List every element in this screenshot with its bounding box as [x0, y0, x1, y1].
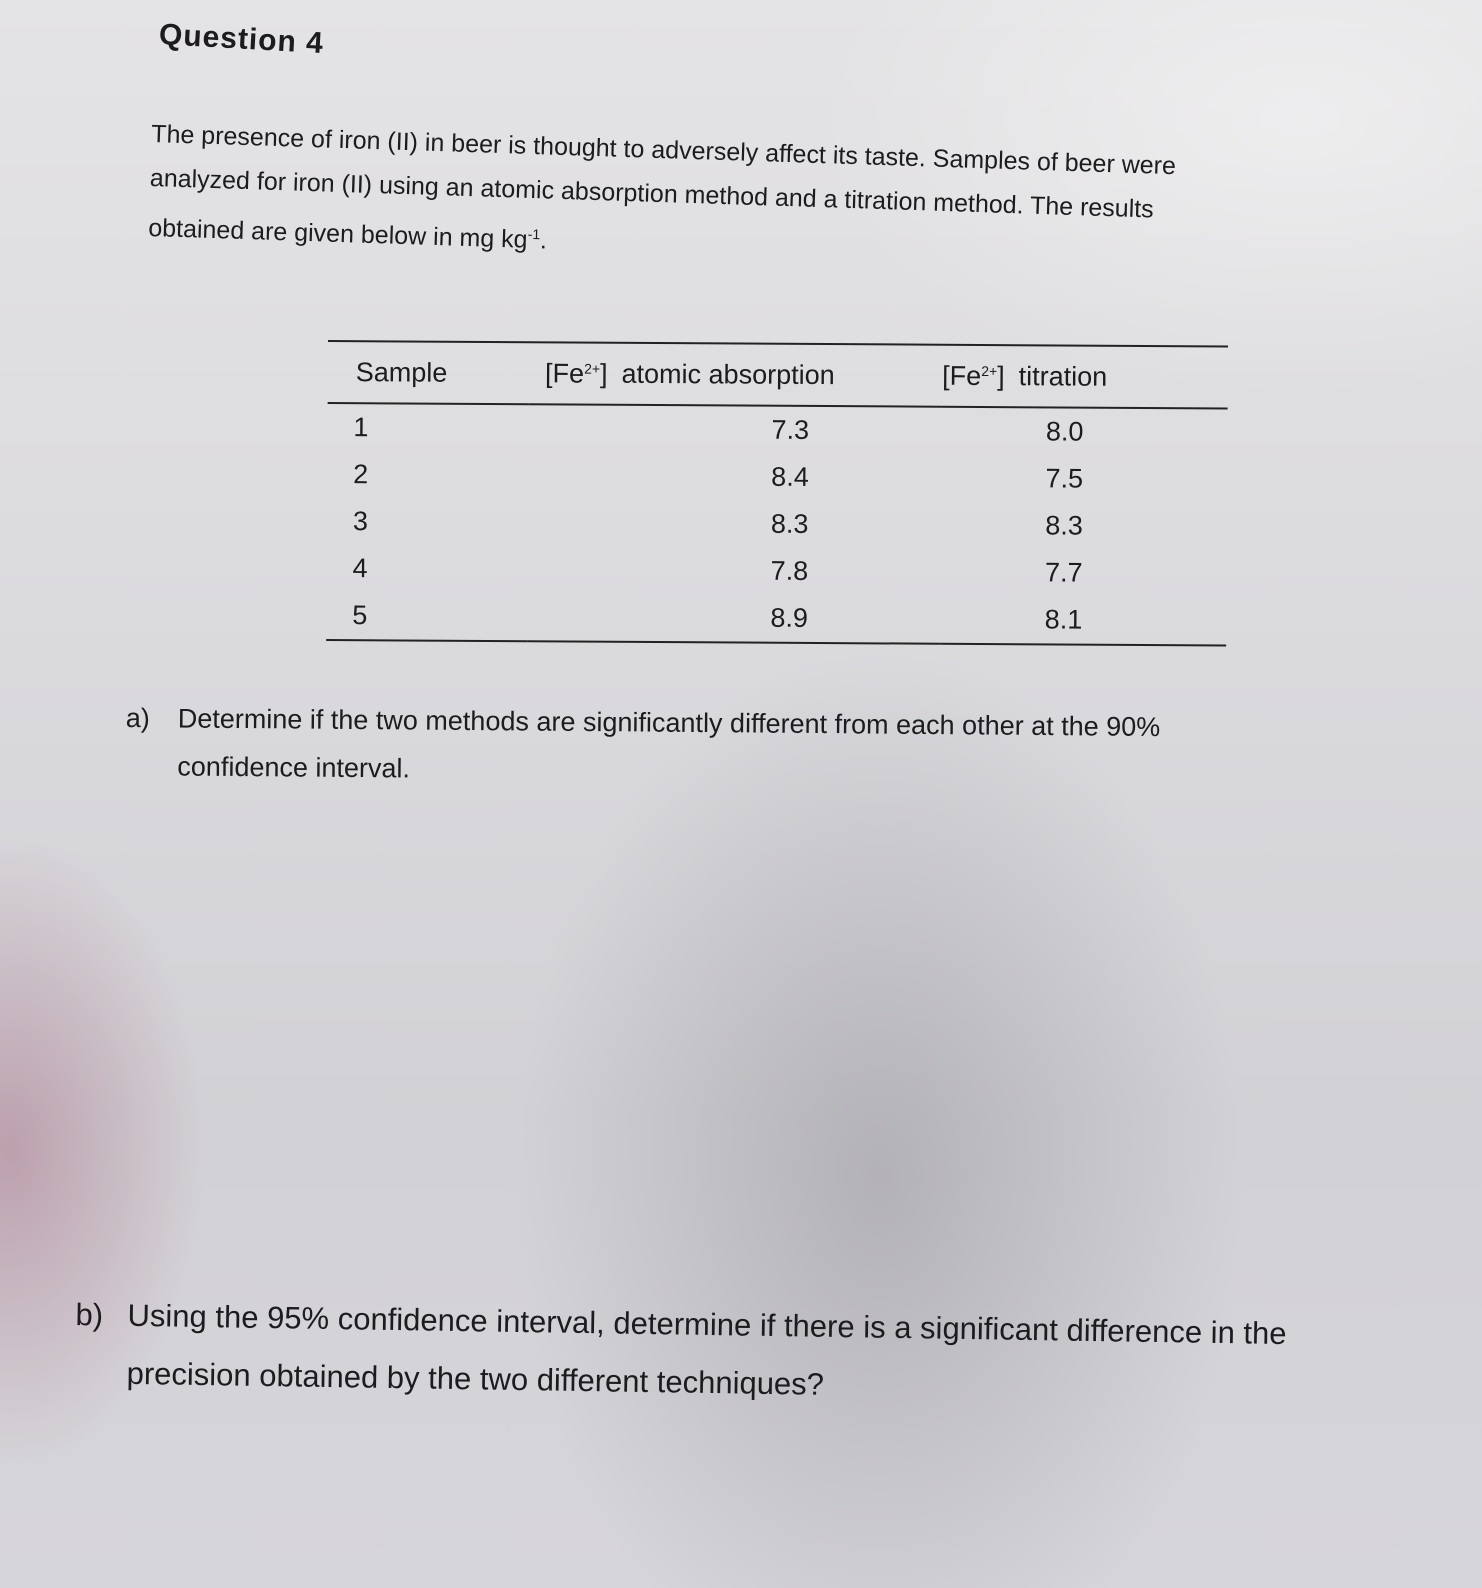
cell-titration: 8.0 — [1045, 416, 1084, 447]
cell-atomic-absorption: 8.3 — [770, 508, 809, 539]
part-a-line-2: confidence interval. — [177, 751, 411, 784]
intro-line-3-text: obtained are given below in mg kg — [147, 213, 529, 254]
intro-line-2: analyzed for iron (II) using an atomic absorption method and a titration method. The results — [149, 163, 1155, 224]
header-ti-suffix: ] — [997, 360, 1005, 391]
table-row — [327, 403, 1227, 456]
cell-sample: 2 — [353, 459, 369, 490]
part-b — [74, 1286, 1287, 1421]
part-a — [125, 694, 1160, 799]
header-sample: Sample — [355, 356, 448, 388]
results-table — [326, 340, 1228, 646]
cell-atomic-absorption: 7.3 — [771, 414, 810, 445]
header-ti-prefix: [Fe — [942, 360, 982, 391]
cell-titration: 8.3 — [1045, 510, 1083, 541]
cell-sample: 4 — [352, 553, 368, 584]
table-row — [327, 498, 1227, 550]
table-header-row — [328, 341, 1228, 408]
cell-titration: 8.1 — [1044, 604, 1083, 635]
question-intro — [148, 112, 1342, 287]
results-table-wrapper — [326, 340, 1228, 646]
header-aa-prefix: [Fe — [544, 357, 585, 389]
cell-atomic-absorption: 8.4 — [771, 461, 809, 492]
table-row — [327, 451, 1227, 503]
header-aa-sup: 2+ — [584, 360, 601, 377]
part-b-marker: b) — [75, 1296, 104, 1333]
part-a-marker: a) — [125, 702, 150, 734]
header-atomic-absorption — [529, 342, 943, 407]
intro-end: . — [539, 226, 548, 255]
header-aa-label: atomic absorption — [621, 358, 835, 390]
cell-titration: 7.7 — [1044, 557, 1083, 588]
header-aa-suffix: ] — [599, 358, 608, 389]
table-row — [326, 592, 1226, 645]
cell-titration: 7.5 — [1045, 463, 1084, 494]
cell-sample: 3 — [352, 506, 369, 537]
cell-atomic-absorption: 7.8 — [770, 555, 809, 586]
part-a-line-2-row — [125, 742, 1160, 799]
header-titration — [942, 345, 1228, 409]
part-b-line-1: Using the 95% confidence interval, determine if there is a significant difference in the — [127, 1297, 1287, 1352]
cell-sample: 5 — [352, 600, 368, 631]
part-a-line-1: Determine if the two methods are significantly different from each other at the 90% — [177, 703, 1161, 743]
part-b-line-2: precision obtained by the two different techniques? — [126, 1355, 825, 1402]
header-ti-sup: 2+ — [981, 362, 998, 379]
intro-line-1: The presence of iron (II) in beer is thought to adversely affect its taste. Samples of beer were — [150, 119, 1177, 181]
unit-exponent: -1 — [527, 225, 541, 243]
cell-sample: 1 — [353, 412, 369, 443]
table-row — [326, 545, 1226, 597]
header-ti-label: titration — [1018, 360, 1108, 392]
question-heading: Question 4 — [158, 18, 325, 61]
cell-atomic-absorption: 8.9 — [770, 602, 809, 633]
